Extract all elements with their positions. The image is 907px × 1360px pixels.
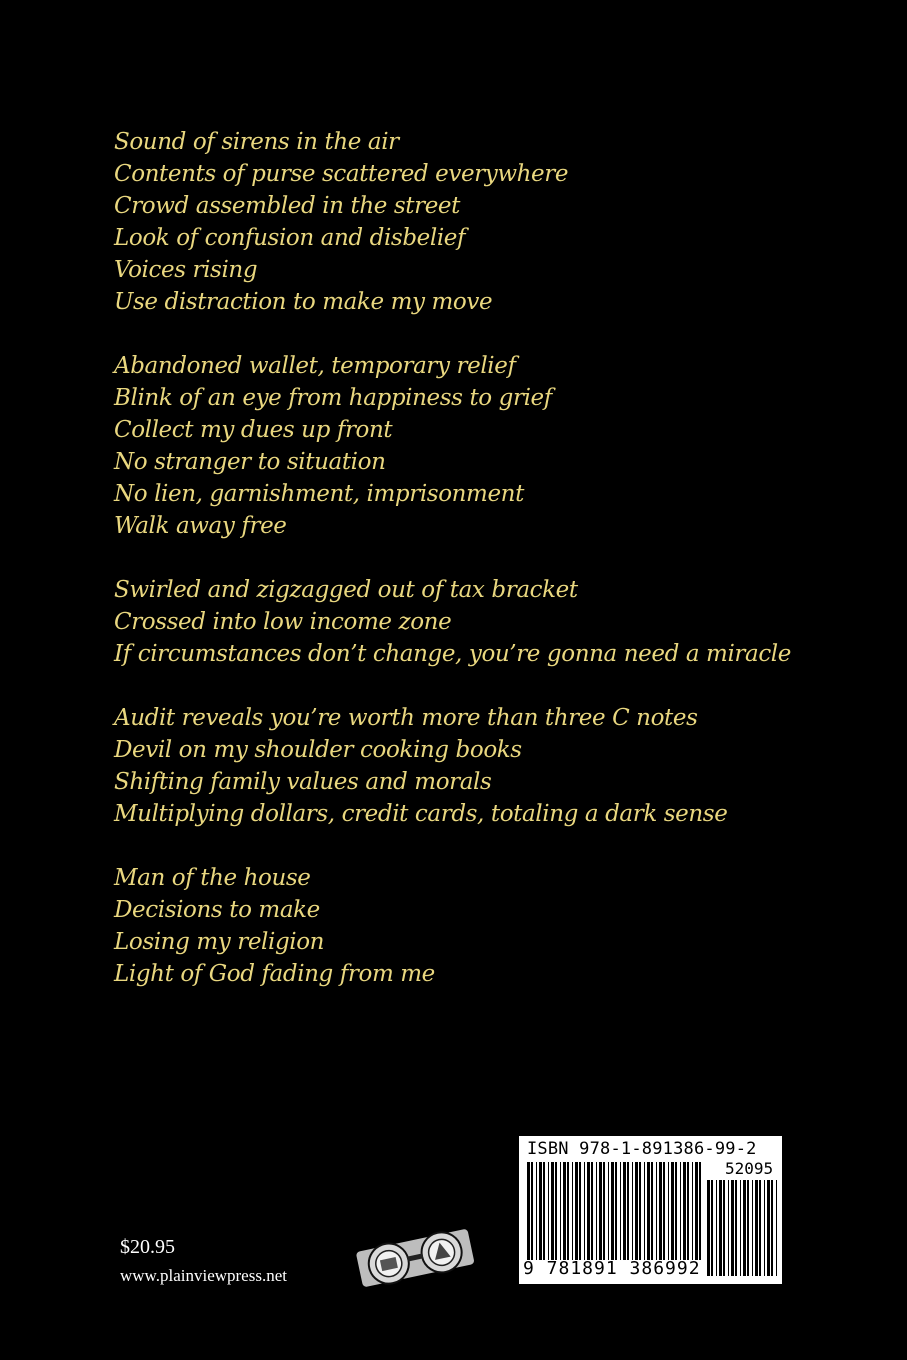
barcode-bar: [663, 1162, 665, 1260]
barcode-bar: [563, 1162, 566, 1260]
poem-line: Sound of sirens in the air: [114, 129, 399, 155]
poem-line: Use distraction to make my move: [114, 289, 493, 315]
barcode-bar: [623, 1162, 626, 1260]
barcode-bar: [596, 1162, 597, 1260]
poem-line: Light of God fading from me: [114, 961, 435, 987]
barcode-bar: [776, 1180, 777, 1276]
poem-line: Man of the house: [114, 865, 311, 891]
barcode-bar: [728, 1180, 729, 1276]
barcode-bar: [735, 1180, 737, 1276]
poem-line: Swirled and zigzagged out of tax bracket: [114, 577, 578, 603]
poem-line: Decisions to make: [114, 897, 320, 923]
stanza-4: [114, 702, 874, 830]
barcode-bar: [699, 1162, 701, 1260]
barcode-bar: [644, 1162, 645, 1260]
barcode-bar: [639, 1162, 641, 1260]
poem-line: No lien, garnishment, imprisonment: [114, 481, 524, 507]
barcode-bar: [740, 1180, 741, 1276]
barcode-price-code: 52095: [725, 1159, 774, 1178]
barcode-bar: [620, 1162, 621, 1260]
poem-line: Look of confusion and disbelief: [114, 225, 466, 251]
barcode-bar: [764, 1180, 765, 1276]
barcode-bar: [627, 1162, 629, 1260]
barcode-bar: [692, 1162, 693, 1260]
price: $20.95: [120, 1236, 175, 1258]
barcode-bar: [771, 1180, 773, 1276]
barcode-bar: [599, 1162, 602, 1260]
poem-line: Crowd assembled in the street: [114, 193, 460, 219]
poem-line: Collect my dues up front: [114, 417, 393, 443]
barcode-bar: [651, 1162, 653, 1260]
plain-view-press-logo-icon: [352, 1226, 478, 1288]
stanza-2: [114, 350, 874, 542]
barcode-bar: [671, 1162, 674, 1260]
poem-line: Multiplying dollars, credit cards, totaling a dark sense: [114, 801, 728, 827]
barcode-bar: [680, 1162, 681, 1260]
barcode-bar: [591, 1162, 593, 1260]
barcode-bar: [647, 1162, 650, 1260]
barcode-bar: [707, 1180, 710, 1276]
barcode-bar: [759, 1180, 761, 1276]
barcode-bar: [551, 1162, 554, 1260]
barcode-bar: [543, 1162, 545, 1260]
barcode-bar: [587, 1162, 590, 1260]
poem-line: Blink of an eye from happiness to grief: [114, 385, 552, 411]
poem-line: Devil on my shoulder cooking books: [114, 737, 522, 763]
stanza-1: [114, 126, 874, 318]
barcode-bar: [711, 1180, 713, 1276]
barcode-bar: [572, 1162, 573, 1260]
barcode-bar: [579, 1162, 581, 1260]
barcode-bar: [603, 1162, 605, 1260]
barcode-bar: [723, 1180, 725, 1276]
poem-line: Audit reveals you’re worth more than three C notes: [114, 705, 698, 731]
barcode-bar: [659, 1162, 662, 1260]
barcode-bar: [555, 1162, 557, 1260]
poem-line: If circumstances don’t change, you’re gonna need a miracle: [114, 641, 791, 667]
barcode-bar: [755, 1180, 758, 1276]
poem: [114, 126, 874, 1022]
barcode-bar: [531, 1162, 533, 1260]
barcode-bar: [527, 1162, 530, 1260]
barcode-bar: [743, 1180, 746, 1276]
poem-line: Crossed into low income zone: [114, 609, 452, 635]
barcode-bar: [683, 1162, 686, 1260]
barcode-bar: [747, 1180, 749, 1276]
poem-line: Abandoned wallet, temporary relief: [114, 353, 516, 379]
barcode-bar: [687, 1162, 689, 1260]
barcode-bar: [719, 1180, 722, 1276]
poem-line: Walk away free: [114, 513, 287, 539]
barcode-bar: [656, 1162, 657, 1260]
barcode-bar: [611, 1162, 614, 1260]
poem-line: Contents of purse scattered everywhere: [114, 161, 569, 187]
barcode-bar: [767, 1180, 770, 1276]
barcode-bar: [567, 1162, 569, 1260]
barcode-bar: [752, 1180, 753, 1276]
barcode-bar: [560, 1162, 561, 1260]
publisher-website: www.plainviewpress.net: [120, 1266, 287, 1285]
barcode-bar: [635, 1162, 638, 1260]
barcode-bar: [695, 1162, 698, 1260]
isbn-label: ISBN 978-1-891386-99-2: [527, 1139, 757, 1159]
poem-line: No stranger to situation: [114, 449, 386, 475]
barcode-bar: [675, 1162, 677, 1260]
stanza-5: [114, 862, 874, 990]
stanza-3: [114, 574, 874, 670]
poem-line: Losing my religion: [114, 929, 325, 955]
barcode-bar: [608, 1162, 609, 1260]
barcode-bar: [584, 1162, 585, 1260]
isbn-barcode: [519, 1136, 782, 1284]
barcode-bar: [539, 1162, 542, 1260]
barcode-digits: 9 781891 386992: [523, 1258, 701, 1279]
barcode-bar: [632, 1162, 633, 1260]
poem-line: Shifting family values and morals: [114, 769, 492, 795]
barcode-bar: [575, 1162, 578, 1260]
poem-line: Voices rising: [114, 257, 258, 283]
barcode-bar: [548, 1162, 549, 1260]
barcode-bar: [716, 1180, 717, 1276]
barcode-bar: [615, 1162, 617, 1260]
barcode-bar: [668, 1162, 669, 1260]
barcode-bar: [731, 1180, 734, 1276]
barcode-bar: [536, 1162, 537, 1260]
